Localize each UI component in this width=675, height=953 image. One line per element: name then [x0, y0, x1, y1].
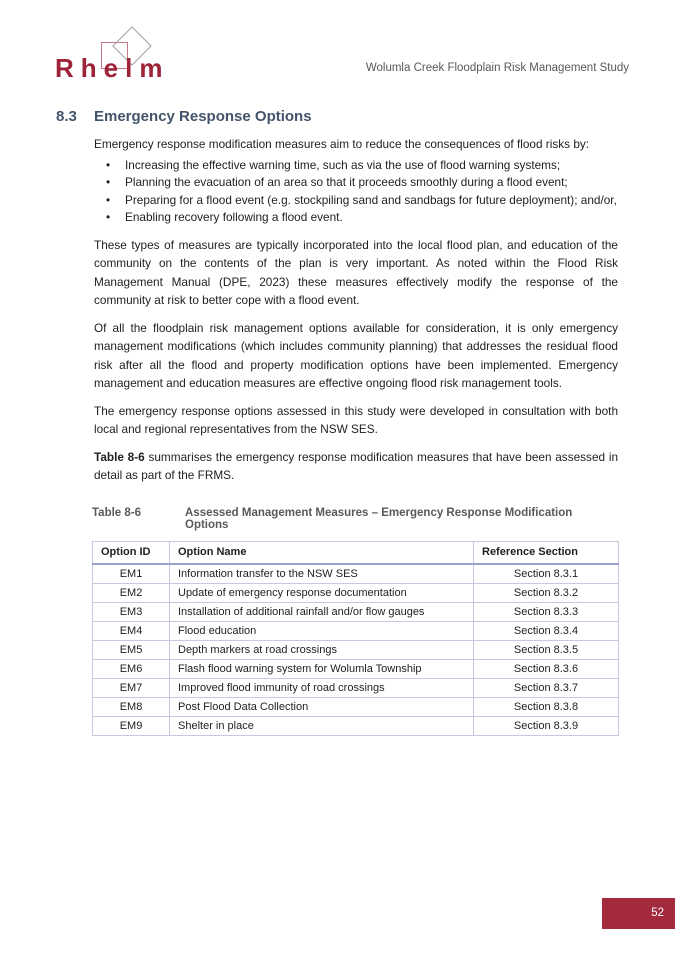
reference-section-cell: Section 8.3.9 — [474, 716, 619, 735]
option-id-cell: EM5 — [93, 640, 170, 659]
table-row — [93, 564, 619, 583]
reference-section-cell: Section 8.3.6 — [474, 659, 619, 678]
rhelm-logo — [55, 26, 195, 86]
table-row — [93, 602, 619, 621]
table-row — [93, 697, 619, 716]
option-id-cell: EM8 — [93, 697, 170, 716]
page-content — [56, 108, 619, 736]
reference-section-cell: Section 8.3.8 — [474, 697, 619, 716]
bullet-list — [94, 157, 618, 227]
option-id-cell: EM1 — [93, 564, 170, 583]
table-header-row — [93, 541, 619, 564]
intro-paragraph: Emergency response modification measures aim to reduce the consequences of flood risks by: — [94, 137, 590, 151]
column-header-option-id: Option ID — [93, 541, 170, 564]
option-name-cell: Depth markers at road crossings — [170, 640, 474, 659]
option-name-cell: Update of emergency response documentation — [170, 583, 474, 602]
reference-section-cell: Section 8.3.2 — [474, 583, 619, 602]
table-row — [93, 716, 619, 735]
table-caption — [92, 507, 618, 531]
reference-section-cell: Section 8.3.4 — [474, 621, 619, 640]
option-name-cell: Information transfer to the NSW SES — [170, 564, 474, 583]
table-note-paragraph — [94, 448, 618, 485]
option-id-cell: EM7 — [93, 678, 170, 697]
reference-section-cell: Section 8.3.1 — [474, 564, 619, 583]
measures-table — [92, 541, 619, 736]
table-row — [93, 621, 619, 640]
document-title: Wolumla Creek Floodplain Risk Management Study — [365, 62, 629, 74]
option-id-cell: EM9 — [93, 716, 170, 735]
table-row — [93, 678, 619, 697]
bullet-item: • Planning the evacuation of an area so that it proceeds smoothly during a flood event; — [94, 174, 618, 192]
bullet-item: • Increasing the effective warning time, such as via the use of flood warning systems; — [94, 157, 618, 175]
option-name-cell: Installation of additional rainfall and/or flow gauges — [170, 602, 474, 621]
section-title: Emergency Response Options — [94, 108, 312, 125]
page-number: 52 — [651, 907, 664, 919]
option-id-cell: EM4 — [93, 621, 170, 640]
section-number: 8.3 — [56, 108, 77, 125]
option-name-cell: Post Flood Data Collection — [170, 697, 474, 716]
logo-text: Rhelm — [55, 53, 170, 83]
table-row — [93, 640, 619, 659]
bullet-item: • Enabling recovery following a flood event. — [94, 209, 618, 227]
paragraph: These types of measures are typically incorporated into the local flood plan, and education of the community on the contents of the plan is very important. As noted within the Flood Risk Management Manual (DPE, 2023) these measures effectively modify the response of the community at risk to better cope with a flood event. — [94, 237, 618, 307]
bullet-item: • Preparing for a flood event (e.g. stockpiling sand and sandbags for future deployment); and/or, — [94, 192, 618, 210]
option-id-cell: EM6 — [93, 659, 170, 678]
paragraph: The emergency response options assessed in this study were developed in consultation with both local and regional representatives from the NSW SES. — [94, 403, 618, 436]
reference-section-cell: Section 8.3.7 — [474, 678, 619, 697]
table-note-reference: Table 8-6 — [94, 449, 145, 464]
table-caption-title: Assessed Management Measures – Emergency Response Modification Options — [185, 506, 573, 531]
reference-section-cell: Section 8.3.3 — [474, 602, 619, 621]
option-name-cell: Shelter in place — [170, 716, 474, 735]
column-header-reference-section: Reference Section — [474, 541, 619, 564]
section-heading — [56, 108, 618, 126]
table-caption-label: Table 8-6 — [92, 506, 141, 519]
option-name-cell: Flood education — [170, 621, 474, 640]
table-note-text: summarises the emergency response modification measures that have been assessed in detail as part of the FRMS. — [94, 449, 619, 482]
option-id-cell: EM3 — [93, 602, 170, 621]
option-id-cell: EM2 — [93, 583, 170, 602]
column-header-option-name: Option Name — [170, 541, 474, 564]
option-name-cell: Flash flood warning system for Wolumla Township — [170, 659, 474, 678]
page-number-badge — [602, 898, 675, 929]
option-name-cell: Improved flood immunity of road crossings — [170, 678, 474, 697]
table-row — [93, 659, 619, 678]
reference-section-cell: Section 8.3.5 — [474, 640, 619, 659]
paragraph: Of all the floodplain risk management options available for consideration, it is only emergency management modifications (which includes community planning) that addresses the residual flood risk after all the flood and property modification options have been implemented. Emergency management and education measures are effective ongoing flood risk management tools. — [94, 320, 618, 390]
table-row — [93, 583, 619, 602]
